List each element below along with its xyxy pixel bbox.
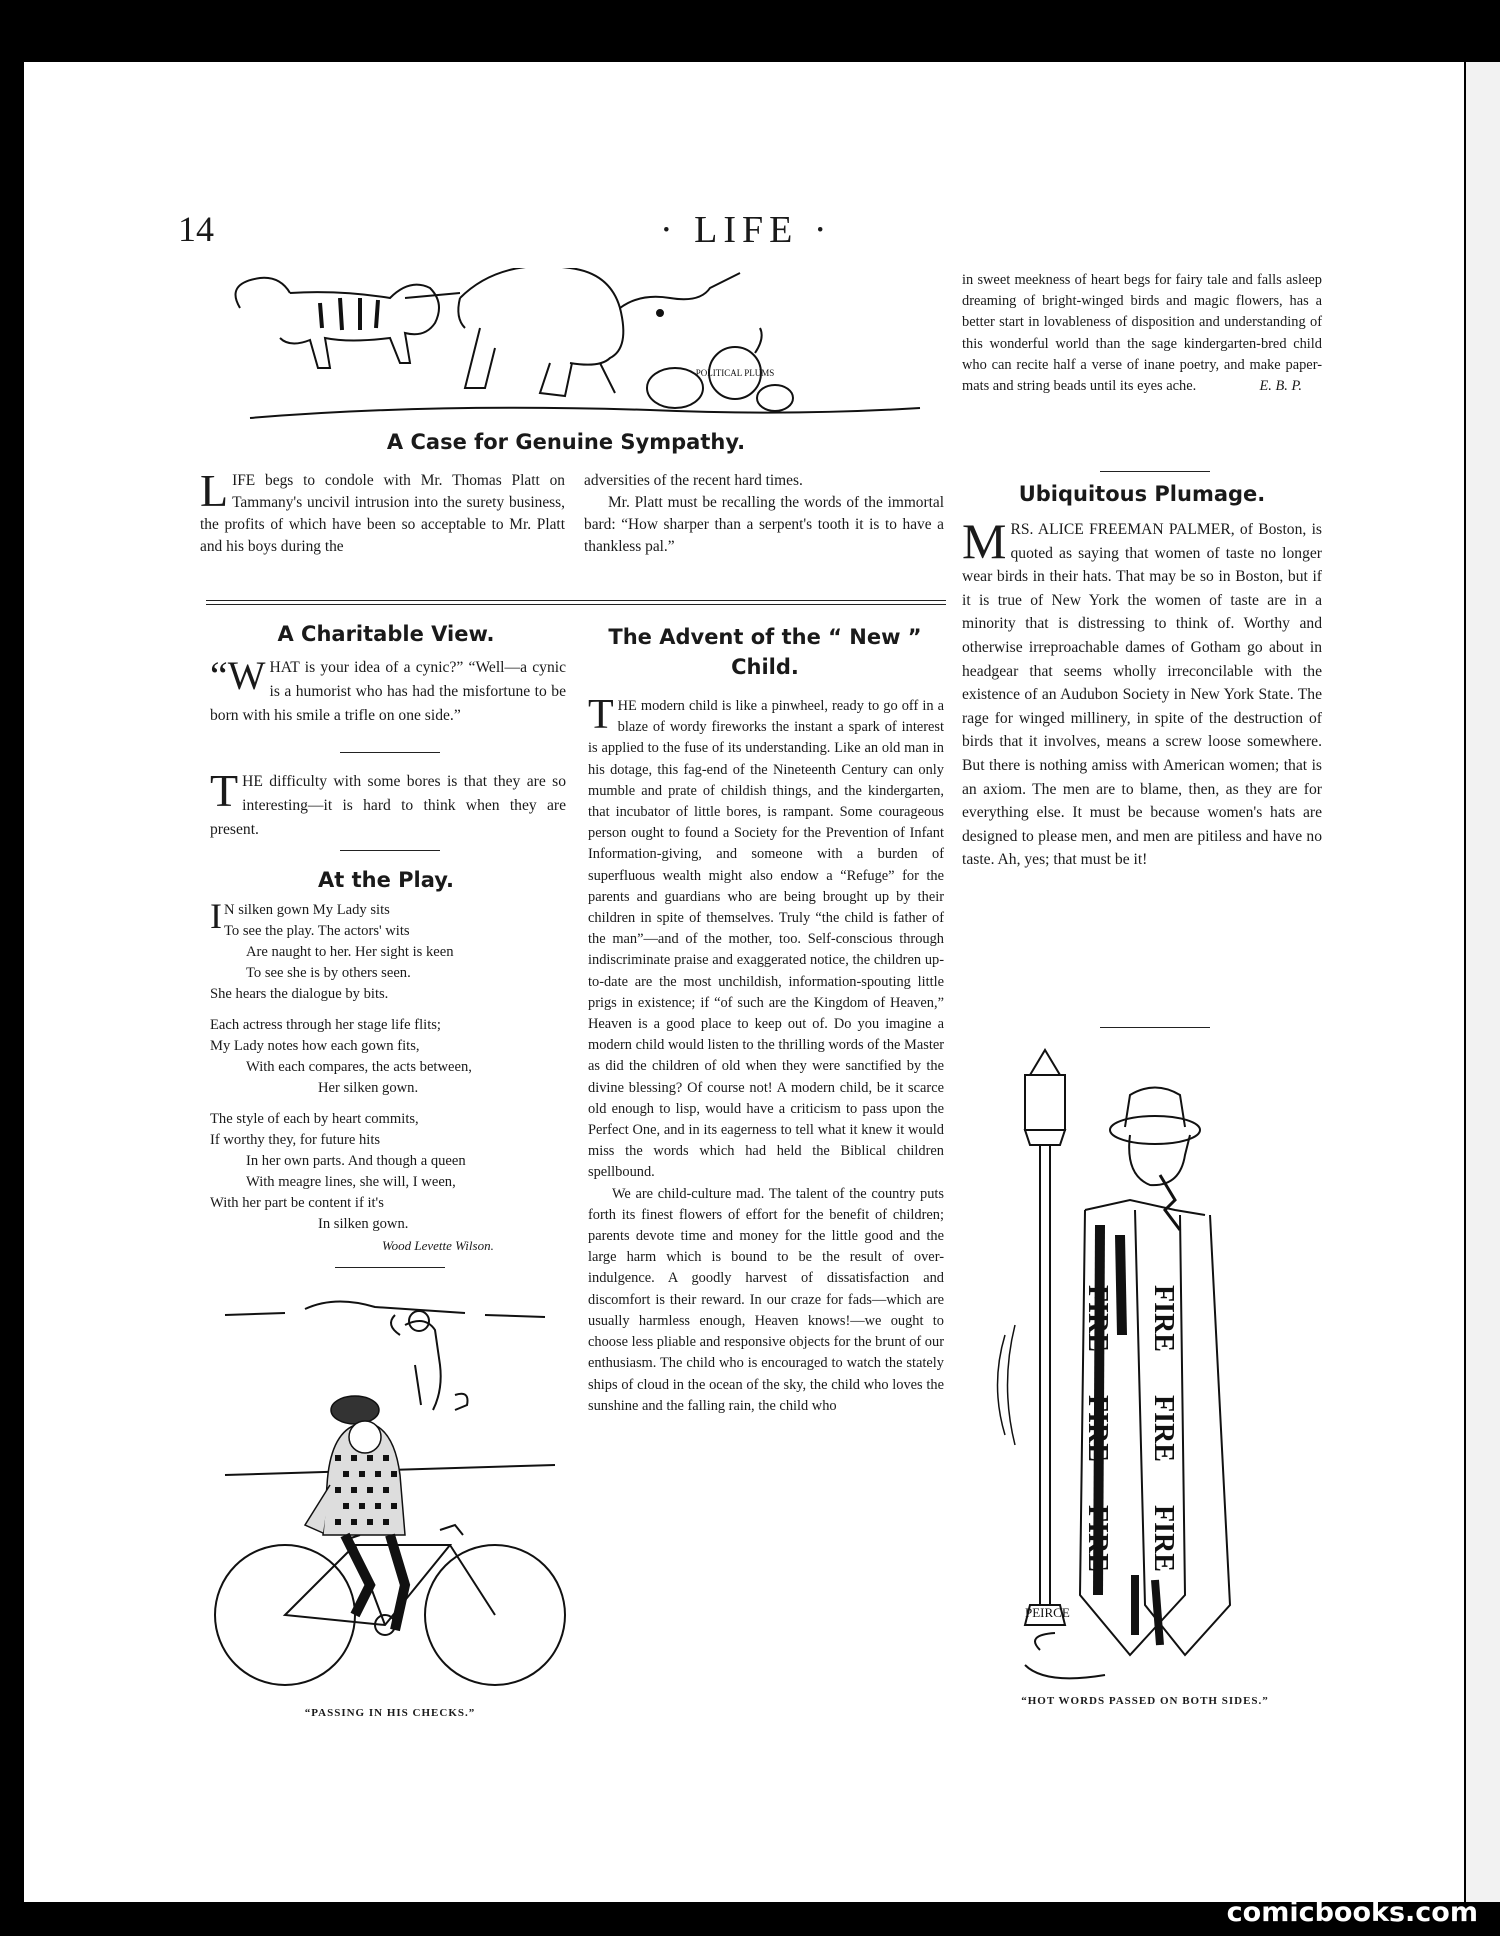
poem-line: Her silken gown. — [318, 1080, 419, 1096]
plumage-text: RS. ALICE FREEMAN PALMER, of Boston, is quoted as saying that women of taste no longer wear birds in their hats. That may be so in Boston, but if it is true of New York the women of taste are in a minority that is distressing to think of. Worthy and otherwise irreproachable dames of Gotham go about in headgear that seems wholly irreconcilable with the existence of an Audubon Society in New York State. The rage for winged millinery, in spite of the destruction of birds that it involves, means a screw loose somewhere. But there is nothing amiss with American women; that is an axiom. The men are to blame, then, as they are for everything else. It must be because women's hats are designed to please men, and men are pitiless and have no taste. Ah, yes; that must be it! — [962, 521, 1322, 869]
poem-line: N silken gown My Lady sits — [224, 902, 390, 918]
artist-signature: PEIRCE — [1025, 1605, 1070, 1620]
sympathy-col1 — [200, 465, 565, 558]
political-plums-label: POLITICAL PLUMS — [695, 368, 775, 378]
poem-line: If worthy they, for future hits — [210, 1132, 381, 1148]
article-title-charitable: A Charitable View. — [277, 622, 495, 646]
tiger-elephant-illustration — [230, 268, 930, 424]
masthead: · LIFE · — [660, 209, 833, 251]
poem-line: The style of each by heart commits, — [210, 1111, 419, 1127]
plumage-article — [962, 513, 1322, 872]
drop-cap: I — [210, 896, 222, 936]
charitable-text: HAT is your idea of a cynic?” “Well—a cynic is a humorist who has had the misfortune to be born with his smile a trifle on one side.” — [210, 659, 566, 724]
drop-cap: T — [588, 692, 614, 738]
signature-ebp: E. B. P. — [1259, 378, 1302, 395]
sympathy-text-3: Mr. Platt must be recalling the words of the immortal bard: “How sharper than a serpent's tooth it is to have a thankless pal.” — [584, 494, 944, 555]
bores-article — [210, 765, 566, 842]
poem-line: My Lady notes how each gown fits, — [210, 1038, 420, 1054]
fire-sign-5: FIRE — [1148, 1395, 1179, 1462]
sandwich-board-illustration — [985, 1035, 1325, 1695]
divider — [340, 752, 440, 753]
site-watermark: comicbooks.com — [1226, 1897, 1478, 1928]
poem-line: Are naught to her. Her sight is keen — [246, 944, 454, 960]
charitable-article — [210, 653, 566, 728]
fire-sign-2: FIRE — [1082, 1395, 1113, 1462]
poem-line: With each compares, the acts between, — [246, 1059, 472, 1075]
drop-cap: L — [200, 465, 229, 516]
article-title-play: At the Play. — [318, 868, 454, 892]
fire-sign-1: FIRE — [1082, 1285, 1113, 1352]
poem-line: To see the play. The actors' wits — [224, 923, 410, 939]
poem-author: Wood Levette Wilson. — [382, 1238, 494, 1253]
poem-line: Each actress through her stage life flits; — [210, 1017, 441, 1033]
poem-line: With her part be content if it's — [210, 1195, 384, 1211]
child-article-continuation — [962, 270, 1322, 397]
title-line: Child. — [731, 655, 799, 679]
article-title-sympathy: A Case for Genuine Sympathy. — [386, 430, 746, 454]
drop-cap: M — [962, 513, 1007, 569]
advent-text-2: We are child-culture mad. The talent of the country puts forth its finest flowers of effort for the benefit of children; parents devote time and money for the little good and the large harm which is bound to be the result of over-indulgence. A goodly harvest of dissatisfaction and discomfort is their reward. In our craze for fads—which are usually harmless enough, Heaven knows!—we ought to choose less pliable and responsive objects for the brunt of our enthusiasm. The child who is encouraged to watch the stately ships of cloud in the ocean of the sky, the child who loves the sunshine and the falling rain, the child who — [588, 1185, 944, 1414]
divider — [335, 1267, 445, 1268]
fire-sign-4: FIRE — [1148, 1285, 1179, 1352]
continuation-text: in sweet meekness of heart begs for fairy tale and falls asleep dreaming of bright-winged birds and magic flowers, has a better start in lovableness of disposition and understanding of this wonderful world than the sage kindergarten-bred child who can recite half a verse of inane poetry, and make paper-mats and string beads until its eyes ache. — [962, 272, 1322, 395]
poem-line: In silken gown. — [318, 1216, 409, 1232]
article-title-advent — [584, 622, 946, 682]
bicycle-illustration — [205, 1285, 575, 1705]
fire-sign-6: FIRE — [1148, 1505, 1179, 1572]
play-poem — [210, 896, 570, 1256]
drop-cap: “W — [210, 653, 266, 698]
sympathy-text-1: IFE begs to condole with Mr. Thomas Platt on Tammany's uncivil intrusion into the surety business, the profits of which have been so acceptable to Mr. Platt and his boys during the — [200, 472, 565, 555]
poem-line: With meagre lines, she will, I ween, — [246, 1174, 456, 1190]
sympathy-text-2: adversities of the recent hard times. — [584, 472, 803, 489]
divider — [1100, 471, 1210, 472]
bores-text: HE difficulty with some bores is that they are so interesting—it is hard to think when they are present. — [210, 773, 566, 838]
drop-cap: T — [210, 765, 239, 816]
divider — [340, 850, 440, 851]
poem-line: To see she is by others seen. — [246, 965, 411, 981]
title-line: The Advent of the “ New ” — [608, 625, 922, 649]
section-double-rule — [206, 600, 946, 605]
advent-article — [588, 692, 944, 1417]
article-title-plumage: Ubiquitous Plumage. — [1018, 482, 1266, 506]
advent-text-1: HE modern child is like a pinwheel, ready to go off in a blaze of wordy fireworks the instant a spark of interest is applied to the fuse of its understanding. Like an old man in his dotage, this fag-end of the Nineteenth Century can only mumble and prate of childish things, and the kindergarten, that incubator of little bores, is rampant. Some courageous person ought to found a Society for the Prevention of Infant Information-giving, and someone with a burden of superfluous wealth might also endow a “Refuge” for the parents and guardians who are being brought up by their children in spite of themselves. Truly “the child is father of the man”—and of the mother, too. Self-conscious through indiscriminate praise and exaggerated notice, the children up-to-date are the most unchildish, information-spouting little prigs in existence; if “of such are the Kingdom of Heaven,” Heaven is a good place to keep out of. Do you imagine a modern child would listen to the thrilling words of the Master as did the children of old when they were sanctified by the divine blessing? Of course not! A modern child, be it scarce old enough to lisp, would have a criticism to pass upon the Perfect One, and in its eagerness to tell what it knew it would miss the words which had held the Biblical children spellbound. — [588, 698, 944, 1181]
divider — [1100, 1027, 1210, 1028]
page-number: 14 — [178, 209, 214, 249]
poem-line: She hears the dialogue by bits. — [210, 986, 389, 1002]
fire-sign-3: FIRE — [1082, 1505, 1113, 1572]
facing-page-edge — [1466, 62, 1500, 1902]
sympathy-col2 — [584, 470, 944, 558]
sandwich-caption: “HOT WORDS PASSED ON BOTH SIDES.” — [1021, 1695, 1269, 1707]
poem-line: In her own parts. And though a queen — [246, 1153, 466, 1169]
bicycle-caption: “PASSING IN HIS CHECKS.” — [304, 1707, 476, 1719]
